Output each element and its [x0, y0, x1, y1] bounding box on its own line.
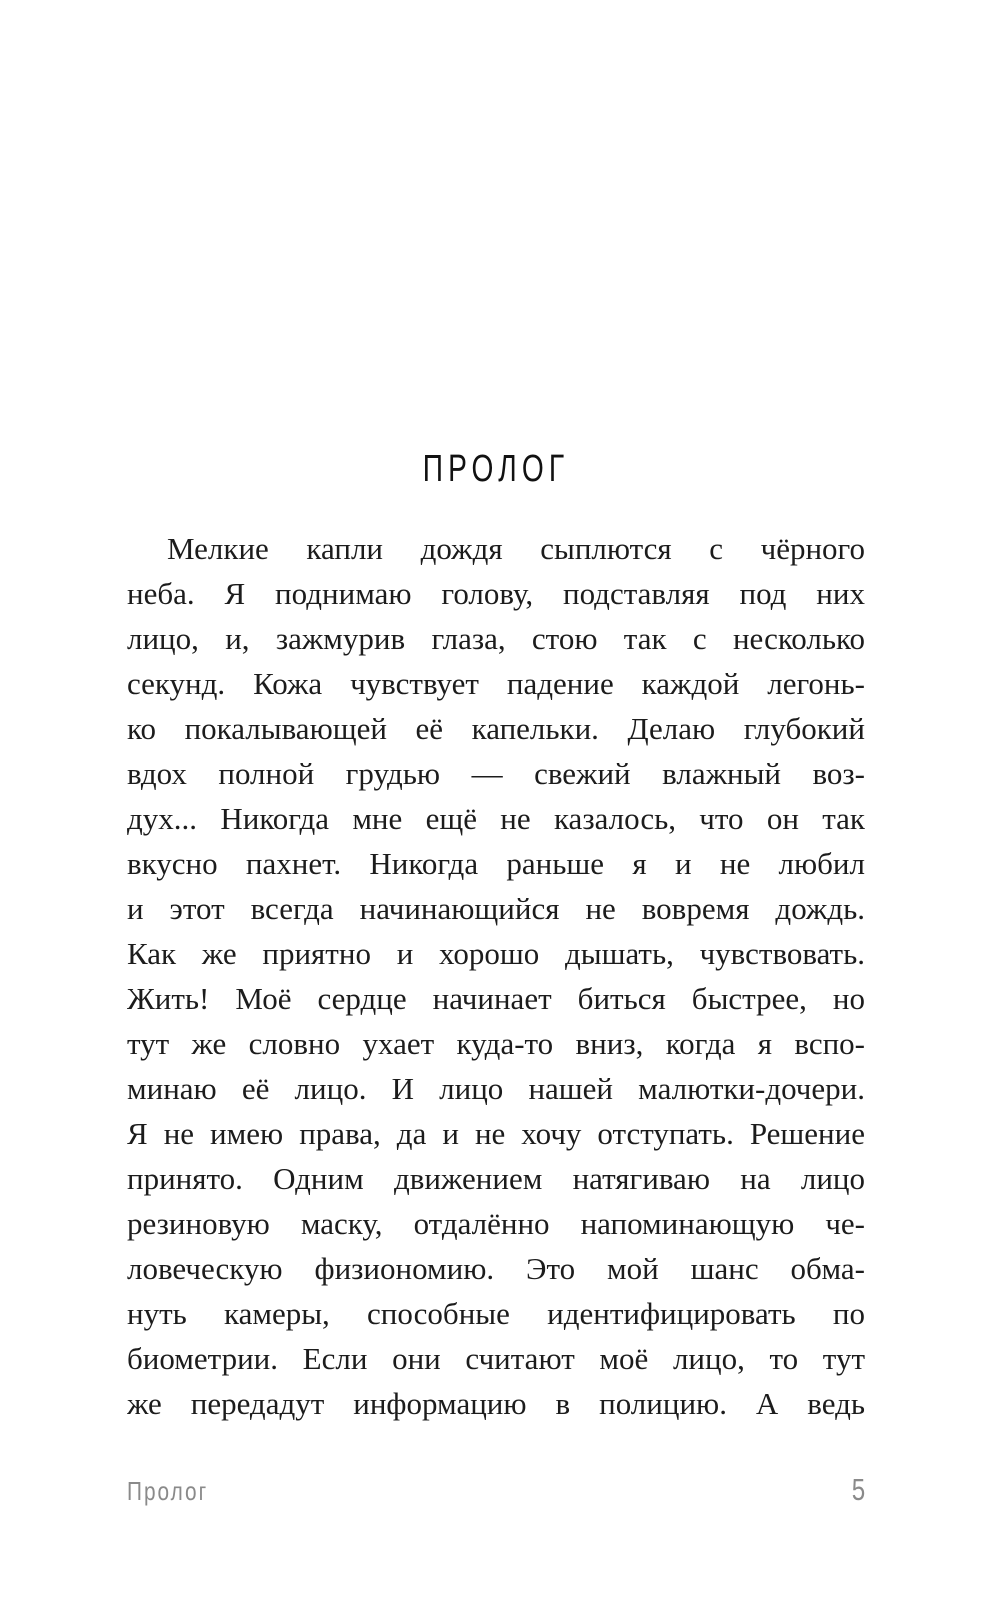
text-line: дух... Никогда мне ещё не казалось, что он так	[127, 801, 865, 836]
text-line: ловеческую физиономию. Это мой шанс обма-	[127, 1251, 865, 1286]
text-line: неба. Я поднимаю голову, подставляя под них	[127, 576, 865, 611]
text-line: же передадут информацию в полицию. А ведь	[127, 1386, 865, 1421]
text-line: тут же словно ухает куда-то вниз, когда я вспо-	[127, 1026, 865, 1061]
text-line: Как же приятно и хорошо дышать, чувствовать.	[127, 936, 865, 971]
text-line: Мелкие капли дождя сыплются с чёрного	[167, 531, 865, 566]
text-line: биометрии. Если они считают моё лицо, то тут	[127, 1341, 865, 1376]
text-line: и этот всегда начинающийся не вовремя дождь.	[127, 891, 865, 926]
running-title: Пролог	[127, 1476, 209, 1506]
text-line: вдох полной грудью — свежий влажный воз-	[127, 756, 865, 791]
chapter-title-text: ПРОЛОГ	[422, 448, 570, 490]
text-line: ко покалывающей её капельки. Делаю глубокий	[127, 711, 865, 746]
chapter-title	[127, 449, 865, 489]
text-line: нуть камеры, способные идентифицировать по	[127, 1296, 865, 1331]
page-number: 5	[851, 1472, 865, 1507]
text-line: Жить! Моё сердце начинает биться быстрее, но	[127, 981, 865, 1016]
text-line: принято. Одним движением натягиваю на лицо	[127, 1161, 865, 1196]
text-line: секунд. Кожа чувствует падение каждой легонь-	[127, 666, 865, 701]
text-line: вкусно пахнет. Никогда раньше я и не любил	[127, 846, 865, 881]
text-line: минаю её лицо. И лицо нашей малютки-дочери.	[127, 1071, 865, 1106]
text-line: Я не имею права, да и не хочу отступать. Решение	[127, 1116, 865, 1151]
page-footer	[127, 1472, 865, 1508]
body-text	[127, 526, 865, 1426]
text-line: лицо, и, зажмурив глаза, стою так с несколько	[127, 621, 865, 656]
text-line: резиновую маску, отдалённо напоминающую че-	[127, 1206, 865, 1241]
